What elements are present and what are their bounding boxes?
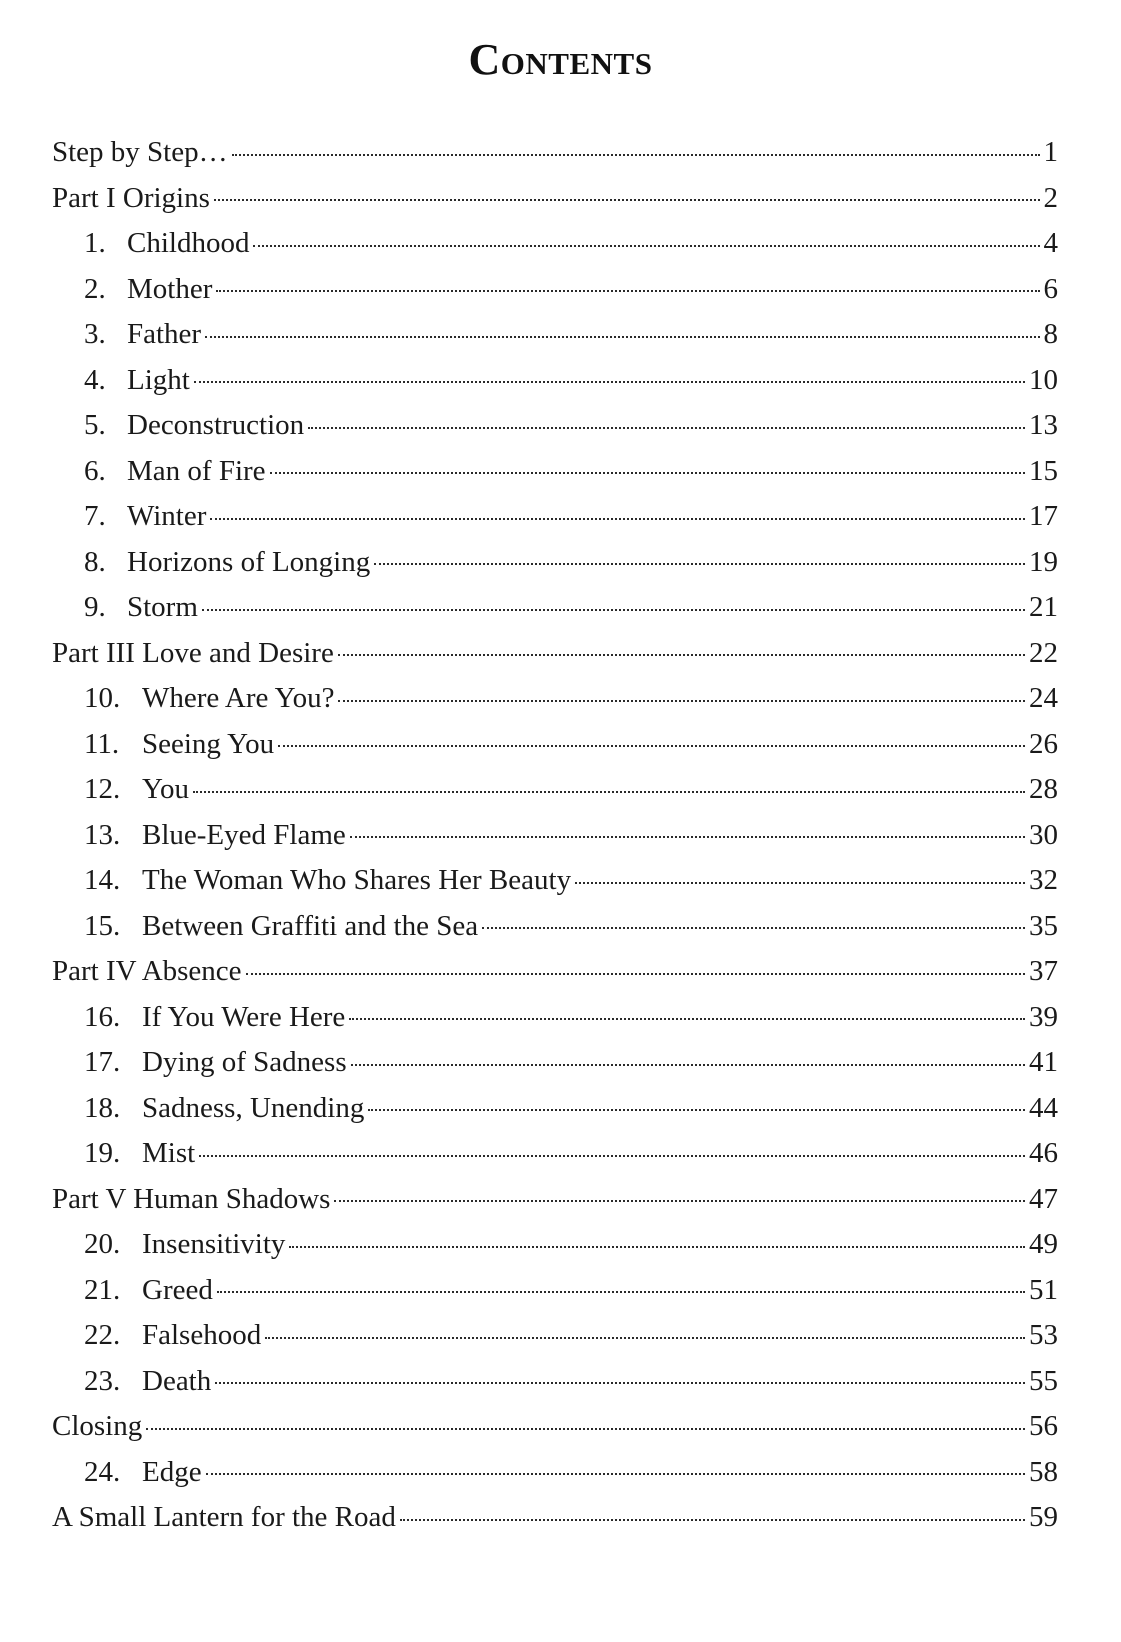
- toc-entry-page-number: 28: [1029, 773, 1058, 805]
- toc-chapter-entry[interactable]: [52, 494, 1058, 540]
- toc-entry-number: 14.: [84, 864, 121, 896]
- dot-leader: [350, 815, 1025, 844]
- page-title: Contents: [468, 35, 653, 84]
- dot-leader: [308, 405, 1025, 434]
- toc-chapter-entry[interactable]: [52, 904, 1058, 950]
- dot-leader: [349, 997, 1025, 1026]
- toc-entry-label: Greed: [142, 1273, 213, 1306]
- dot-leader: [202, 587, 1025, 616]
- dot-leader: [482, 906, 1025, 935]
- toc-entry-label: Blue-Eyed Flame: [142, 818, 346, 851]
- dot-leader: [351, 1042, 1025, 1071]
- toc-entry-number: 19.: [84, 1137, 121, 1169]
- toc-entry-page-number: 30: [1029, 818, 1058, 851]
- toc-entry-number: 11.: [84, 727, 120, 760]
- toc-section-entry[interactable]: [52, 176, 1058, 222]
- toc-entry-label: Mist: [142, 1137, 196, 1169]
- toc-chapter-entry[interactable]: [52, 1450, 1058, 1496]
- dot-leader: [215, 1361, 1025, 1390]
- toc-entry-label: Between Graffiti and the Sea: [142, 909, 479, 942]
- toc-chapter-entry[interactable]: [52, 358, 1058, 404]
- toc-entry-number: 17.: [84, 1046, 121, 1078]
- toc-entry-page-number: 4: [1043, 227, 1058, 259]
- toc-entry-number: 23.: [84, 1364, 121, 1397]
- toc-entry-number: 5.: [84, 409, 106, 441]
- toc-entry-page-number: 59: [1029, 1501, 1058, 1533]
- toc-entry-number: 22.: [84, 1319, 121, 1351]
- toc-section-entry[interactable]: [52, 1495, 1058, 1541]
- toc-entry-label: You: [142, 773, 190, 805]
- toc-chapter-entry[interactable]: [52, 858, 1058, 904]
- toc-entry-label: Dying of Sadness: [142, 1046, 347, 1078]
- toc-chapter-entry[interactable]: [52, 1086, 1058, 1132]
- dot-leader: [338, 633, 1025, 662]
- toc-entry-label: Light: [127, 363, 190, 396]
- toc-entry-page-number: 24: [1029, 682, 1058, 714]
- toc-entry-page-number: 19: [1029, 545, 1058, 578]
- toc-entry-label: Man of Fire: [127, 454, 266, 487]
- toc-entry-number: 16.: [84, 1000, 121, 1033]
- dot-leader: [217, 1270, 1025, 1299]
- toc-entry-number: 3.: [84, 318, 106, 350]
- toc-entry-page-number: 15: [1029, 454, 1058, 487]
- toc-chapter-entry[interactable]: [52, 676, 1058, 722]
- dot-leader: [338, 678, 1025, 707]
- toc-entry-label: Insensitivity: [142, 1228, 286, 1260]
- toc-entry-page-number: 56: [1029, 1410, 1058, 1442]
- toc-chapter-entry[interactable]: [52, 1040, 1058, 1086]
- dot-leader: [146, 1406, 1025, 1435]
- toc-entry-page-number: 21: [1029, 591, 1058, 623]
- toc-chapter-entry[interactable]: [52, 312, 1058, 358]
- toc-entry-page-number: 51: [1029, 1273, 1058, 1306]
- toc-entry-label: Edge: [142, 1455, 202, 1488]
- toc-entry-page-number: 49: [1029, 1228, 1058, 1260]
- toc-chapter-entry[interactable]: [52, 1313, 1058, 1359]
- toc-entry-page-number: 8: [1043, 318, 1058, 350]
- dot-leader: [216, 269, 1039, 298]
- toc-entry-number: 12.: [84, 773, 121, 805]
- toc-entry-page-number: 44: [1029, 1091, 1058, 1124]
- toc-entry-label: Death: [142, 1364, 212, 1397]
- toc-entry-number: 7.: [84, 500, 106, 532]
- toc-entry-page-number: 37: [1029, 955, 1058, 987]
- toc-chapter-entry[interactable]: [52, 722, 1058, 768]
- toc-entry-page-number: 47: [1029, 1182, 1058, 1215]
- dot-leader: [210, 496, 1025, 525]
- toc-chapter-entry[interactable]: [52, 403, 1058, 449]
- dot-leader: [206, 1452, 1025, 1481]
- toc-entry-number: 9.: [84, 591, 106, 623]
- dot-leader: [270, 451, 1025, 480]
- toc-chapter-entry[interactable]: [52, 449, 1058, 495]
- toc-entry-number: 8.: [84, 545, 106, 578]
- toc-entry-label: Part III Love and Desire: [52, 636, 334, 669]
- toc-entry-page-number: 26: [1029, 727, 1058, 760]
- dot-leader: [246, 951, 1025, 980]
- dot-leader: [253, 223, 1039, 252]
- toc-entry-label: Seeing You: [142, 727, 275, 760]
- toc-chapter-entry[interactable]: [52, 1131, 1058, 1177]
- toc-entry-label: The Woman Who Shares Her Beauty: [142, 864, 572, 896]
- toc-chapter-entry[interactable]: [52, 995, 1058, 1041]
- toc-entry-label: Storm: [127, 591, 198, 623]
- toc-entry-page-number: 55: [1029, 1364, 1058, 1397]
- toc-entry-label: If You Were Here: [142, 1000, 346, 1033]
- toc-entry-page-number: 6: [1043, 272, 1058, 305]
- toc-chapter-entry[interactable]: [52, 585, 1058, 631]
- toc-entry-label: Falsehood: [142, 1319, 262, 1351]
- toc-entry-number: 1.: [84, 227, 106, 259]
- toc-entry-number: 6.: [84, 454, 106, 487]
- toc-section-entry[interactable]: [52, 1177, 1058, 1223]
- dot-leader: [214, 178, 1040, 207]
- toc-chapter-entry[interactable]: [52, 1359, 1058, 1405]
- toc-chapter-entry[interactable]: [52, 767, 1058, 813]
- toc-entry-number: 10.: [84, 682, 121, 714]
- toc-entry-number: 18.: [84, 1091, 121, 1124]
- dot-leader: [194, 360, 1025, 389]
- toc-entry-number: 2.: [84, 272, 106, 305]
- toc-entry-label: Where Are You?: [142, 682, 335, 714]
- dot-leader: [265, 1315, 1025, 1344]
- toc-section-entry[interactable]: [52, 1404, 1058, 1450]
- dot-leader: [205, 314, 1039, 343]
- toc-entry-label: Part V Human Shadows: [52, 1182, 331, 1215]
- toc-entry-label: Childhood: [127, 227, 250, 259]
- dot-leader: [374, 542, 1025, 571]
- toc-entry-label: Mother: [127, 272, 213, 305]
- toc-entry-number: 24.: [84, 1455, 121, 1488]
- toc-entry-page-number: 39: [1029, 1000, 1058, 1033]
- toc-entry-page-number: 13: [1029, 409, 1058, 441]
- toc-entry-label: Step by Step…: [52, 136, 228, 168]
- dot-leader: [232, 132, 1040, 161]
- dot-leader: [199, 1133, 1025, 1162]
- toc-chapter-entry[interactable]: [52, 1222, 1058, 1268]
- toc-entry-label: Winter: [127, 500, 207, 532]
- toc-entry-label: Father: [127, 318, 202, 350]
- toc-entry-label: Part I Origins: [52, 181, 210, 214]
- dot-leader: [289, 1224, 1025, 1253]
- toc-chapter-entry[interactable]: [52, 540, 1058, 586]
- toc-entry-page-number: 2: [1043, 181, 1058, 214]
- table-of-contents: [52, 130, 1058, 1541]
- dot-leader: [368, 1088, 1025, 1117]
- toc-section-entry[interactable]: [52, 130, 1058, 176]
- toc-chapter-entry[interactable]: [52, 1268, 1058, 1314]
- toc-entry-page-number: 17: [1029, 500, 1058, 532]
- toc-entry-page-number: 53: [1029, 1319, 1058, 1351]
- toc-entry-label: A Small Lantern for the Road: [52, 1501, 396, 1533]
- toc-entry-page-number: 22: [1029, 636, 1058, 669]
- toc-entry-label: Closing: [52, 1410, 143, 1442]
- toc-chapter-entry[interactable]: [52, 267, 1058, 313]
- toc-entry-page-number: 10: [1029, 363, 1058, 396]
- dot-leader: [334, 1179, 1025, 1208]
- toc-entry-page-number: 41: [1029, 1046, 1058, 1078]
- toc-entry-page-number: 1: [1043, 136, 1058, 168]
- toc-entry-label: Deconstruction: [127, 409, 305, 441]
- toc-chapter-entry[interactable]: [52, 221, 1058, 267]
- toc-chapter-entry[interactable]: [52, 813, 1058, 859]
- dot-leader: [278, 724, 1025, 753]
- toc-section-entry[interactable]: [52, 949, 1058, 995]
- toc-entry-label: Part IV Absence: [52, 955, 242, 987]
- dot-leader: [575, 860, 1025, 889]
- toc-section-entry[interactable]: [52, 631, 1058, 677]
- toc-entry-number: 21.: [84, 1273, 121, 1306]
- toc-entry-number: 4.: [84, 363, 106, 396]
- toc-entry-page-number: 46: [1029, 1137, 1058, 1169]
- toc-entry-page-number: 32: [1029, 864, 1058, 896]
- toc-entry-label: Sadness, Unending: [142, 1091, 365, 1124]
- dot-leader: [400, 1497, 1025, 1526]
- toc-entry-number: 20.: [84, 1228, 121, 1260]
- toc-entry-page-number: 58: [1029, 1455, 1058, 1488]
- toc-entry-number: 15.: [84, 909, 121, 942]
- toc-entry-page-number: 35: [1029, 909, 1058, 942]
- toc-entry-label: Horizons of Longing: [127, 545, 371, 578]
- dot-leader: [193, 769, 1025, 798]
- toc-entry-number: 13.: [84, 818, 121, 851]
